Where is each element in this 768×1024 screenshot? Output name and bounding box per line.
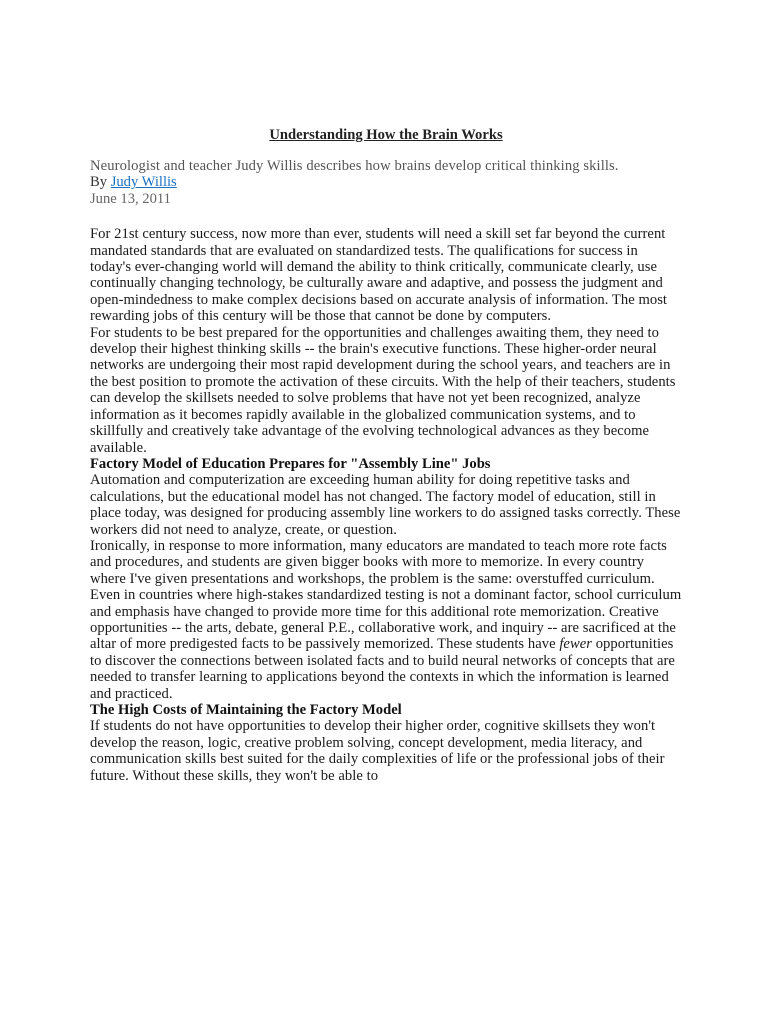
article-title: Understanding How the Brain Works — [269, 127, 503, 143]
paragraph-3: Automation and computerization are exceeding human ability for doing repetitive tasks and calculations, but the educational model has not changed. The factory model of education, still in place today, was designed for producing assembly line workers to do assigned tasks correctly. These workers did not need to analyze, create, or question. — [90, 472, 681, 538]
byline-prefix: By — [90, 174, 111, 191]
author-link[interactable]: Judy Willis — [110, 174, 177, 191]
article-subtitle: Neurologist and teacher Judy Willis describes how brains develop critical thinking skills. — [90, 158, 619, 174]
section-heading-factory-model: Factory Model of Education Prepares for "Assembly Line" Jobs — [90, 455, 491, 472]
byline — [90, 174, 682, 190]
paragraph-6: If students do not have opportunities to develop their higher order, cognitive skillsets they won't develop the reason, logic, creative problem solving, concept development, media literacy, and communication skills best suited for the daily complexities of life or the professional jobs of their future. Without these skills, they won't be able to — [90, 718, 665, 784]
document-page — [90, 126, 682, 784]
paragraph-5-part-a: Even in countries where high-stakes standardized testing is not a dominant factor, school curriculum and emphasis have changed to provide more time for this additional rote memorization. Creative opportunities -- the arts, debate, general P.E., collaborative work, and inquiry -- are sacrificed at the altar of more predigested facts to be passively memorized. These students have — [90, 587, 682, 653]
publish-date: June 13, 2011 — [90, 190, 171, 207]
paragraph-2: For students to be best prepared for the opportunities and challenges awaiting them, they need to develop their highest thinking skills -- the brain's executive functions. These higher-order neural networks are undergoing their most rapid development during the school years, and teachers are in the best position to promote the activation of these circuits. With the help of their teachers, students can develop the skillsets needed to solve problems that have not yet been recognized, analyze information as it becomes rapidly available in the globalized communication systems, and to skillfully and creatively take advantage of the evolving technological advances as they become available. — [90, 324, 676, 456]
emphasis-fewer: fewer — [559, 636, 592, 653]
paragraph-4: Ironically, in response to more information, many educators are mandated to teach more rote facts and procedures, and students are given bigger books with more to memorize. In every country where I've given presentations and workshops, the problem is the same: overstuffed curriculum. — [90, 537, 667, 587]
paragraph-5 — [90, 587, 682, 702]
paragraph-5-part-b: opportunities to discover the connections between isolated facts and to build neural networks of concepts that are needed to transfer learning to applications beyond the contexts in which the information is learned and practiced. — [90, 636, 675, 702]
section-heading-high-costs: The High Costs of Maintaining the Factory Model — [90, 702, 402, 718]
paragraph-1: For 21st century success, now more than ever, students will need a skill set far beyond the current mandated standards that are evaluated on standardized tests. The qualifications for success in today's ever-changing world will demand the ability to think critically, communicate clearly, use continually changing technology, be culturally aware and adaptive, and possess the judgment and open-mindedness to make complex decisions based on accurate analysis of information. The most rewarding jobs of this century will be those that cannot be done by computers. — [90, 226, 668, 325]
